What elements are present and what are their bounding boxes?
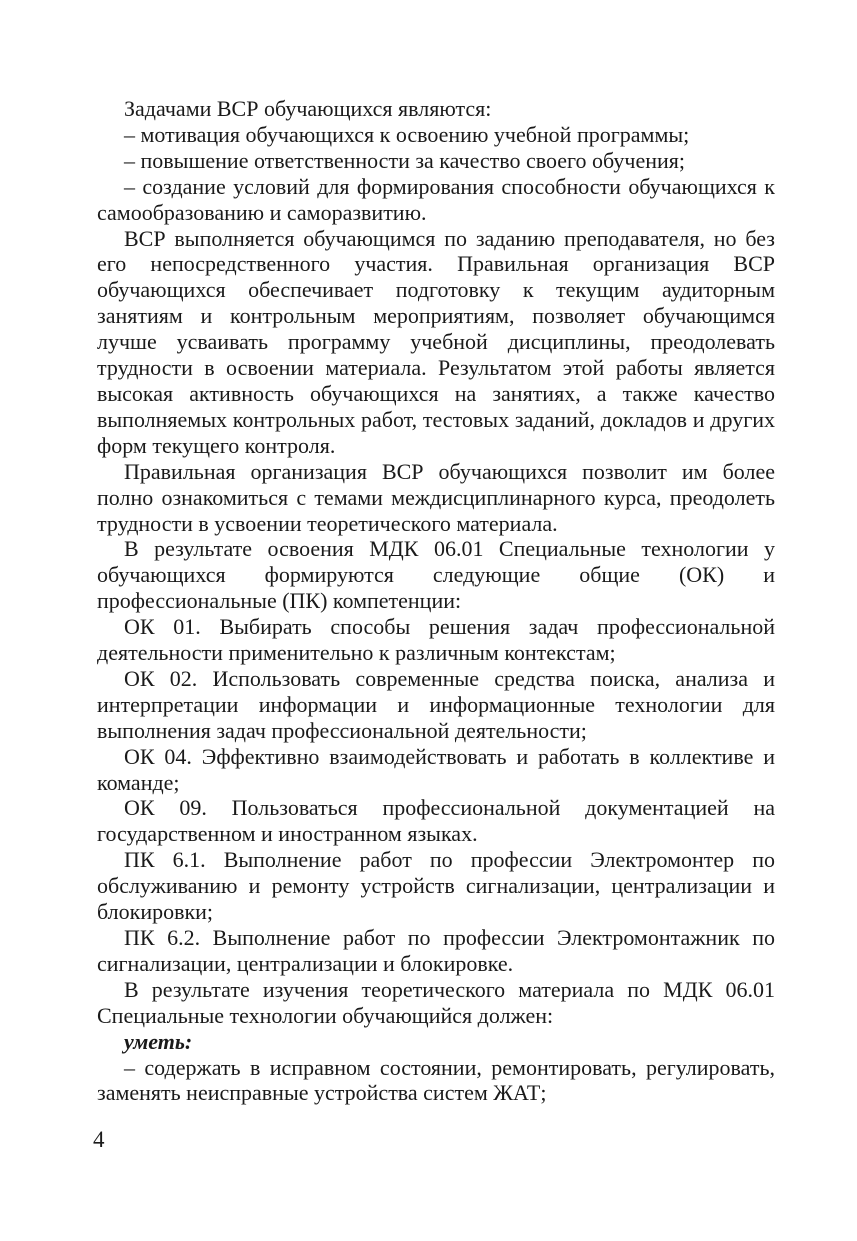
paragraph: В результате освоения МДК 06.01 Специальные технологии у обучающихся формируются следующие общие (ОК) и профессиональные (ПК) компетенции: [97,536,775,614]
competency-item: ПК 6.2. Выполнение работ по профессии Электромонтажник по сигнализации, централизации и блокировке. [97,925,775,976]
paragraph: ВСР выполняется обучающимся по заданию преподавателя, но без его непосредственного участия. Правильная организация ВСР обучающихся обеспечивает подготовку к текущим аудиторным занятиям и контрольным мероприятиям, позволяет обучающимся лучше усваивать программу учебной дисциплины, преодолевать трудности в освоении материала. Результатом этой работы является высокая активность обучающихся на занятиях, а также качество выполняемых контрольных работ, тестовых заданий, докладов и других форм текущего контроля. [97,225,775,458]
competency-item: ПК 6.1. Выполнение работ по профессии Электромонтер по обслуживанию и ремонту устройств сигнализации, централизации и блокировки; [97,847,775,925]
list-item: – мотивация обучающихся к освоению учебной программы; [124,121,690,147]
paragraph-intro: Задачами ВСР обучающихся являются: [124,96,492,121]
list-item: – повышение ответственности за качество своего обучения; [124,147,685,173]
skills-label: уметь: [124,1028,193,1054]
list-item: – создание условий для формирования способности обучающихся к самообразованию и саморазвитию. [97,173,775,225]
competency-item: ОК 01. Выбирать способы решения задач профессиональной деятельности применительно к различным контекстам; [97,614,775,666]
competency-item: ОК 04. Эффективно взаимодействовать и работать в коллективе и команде; [97,743,775,795]
page-body [97,96,775,1106]
page-number: 4 [93,1127,105,1152]
competency-item: ОК 02. Использовать современные средства поиска, анализа и интерпретации информации и информационные технологии для выполнения задач профессиональной деятельности; [97,665,775,743]
paragraph: Правильная организация ВСР обучающихся позволит им более полно ознакомиться с темами междисциплинарного курса, преодолеть трудности в усвоении теоретического материала. [97,458,775,536]
competency-item: ОК 09. Пользоваться профессиональной документацией на государственном и иностранном языках. [97,795,775,847]
paragraph: В результате изучения теоретического материала по МДК 06.01 Специальные технологии обучающийся должен: [97,976,775,1028]
list-item: – содержать в исправном состоянии, ремонтировать, регулировать, заменять неисправные устройства систем ЖАТ; [97,1054,775,1106]
